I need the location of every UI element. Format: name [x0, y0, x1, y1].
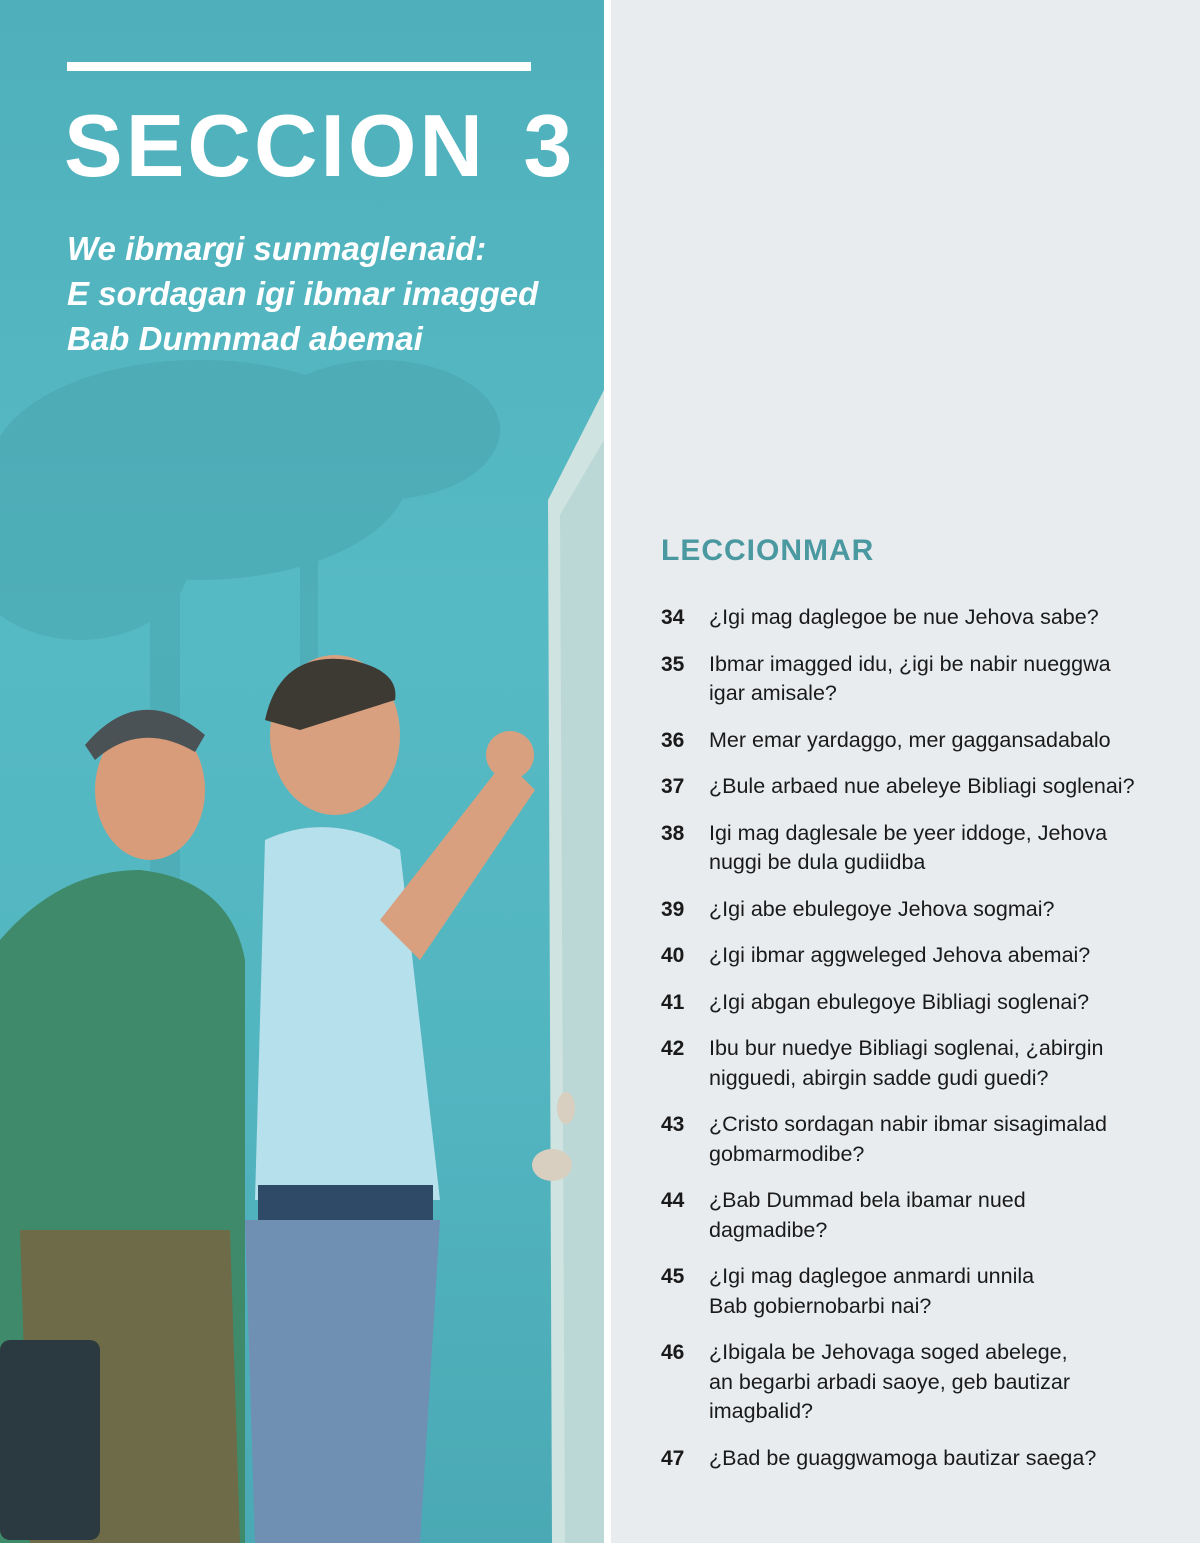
lesson-number: 44 [661, 1189, 685, 1212]
lesson-title [709, 1186, 1026, 1245]
lesson-title-line: nuggi be dula gudiidba [709, 850, 926, 874]
lesson-title [709, 650, 1111, 709]
door [532, 390, 604, 1543]
lesson-number: 42 [661, 1037, 685, 1060]
lesson-title-line: imagbalid? [709, 1399, 813, 1423]
lesson-item[interactable] [661, 1444, 1181, 1474]
lesson-title-line: Ibmar imagged idu, ¿igi be nabir nueggwa [709, 651, 1111, 676]
lesson-title-line: dagmadibe? [709, 1217, 828, 1242]
subtitle-line: E sordagan igi ibmar imagged [67, 275, 539, 312]
lesson-title [709, 895, 1054, 925]
lesson-number: 40 [661, 944, 685, 967]
lesson-item[interactable] [661, 726, 1181, 756]
lesson-number: 43 [661, 1113, 685, 1136]
lesson-title-line: ¿Cristo sordagan nabir ibmar sisagimalad [709, 1112, 1107, 1136]
lesson-title-line: igar amisale? [709, 681, 837, 705]
lesson-title [709, 1262, 1034, 1321]
lesson-number: 47 [661, 1446, 685, 1470]
lesson-item[interactable] [661, 895, 1181, 925]
lessons-heading: LECCIONMAR [661, 534, 875, 567]
lesson-title [709, 726, 1111, 756]
lesson-title-line: ¿Igi abe ebulegoye Jehova sogmai? [709, 896, 1055, 921]
lesson-title [709, 819, 1107, 878]
lesson-item[interactable] [661, 819, 1181, 878]
lesson-title [709, 988, 1089, 1018]
lesson-item[interactable] [661, 941, 1181, 971]
lesson-title [709, 941, 1090, 971]
lesson-title-line: ¿Bule arbaed nue abeleye Bibliagi soglenai? [709, 774, 1135, 798]
lesson-number: 36 [661, 728, 685, 752]
lesson-item[interactable] [661, 1262, 1181, 1321]
title-rule [67, 62, 531, 71]
lesson-title-line: ¿Igi abgan ebulegoye Bibliagi soglenai? [709, 989, 1090, 1014]
lesson-title [709, 1110, 1107, 1169]
lesson-item[interactable] [661, 1186, 1181, 1245]
lesson-title-line: Mer emar yardaggo, mer gaggansadabalo [709, 727, 1111, 752]
lesson-title-line: ¿Ibigala be Jehovaga soged abelege, [709, 1340, 1068, 1364]
lesson-title-line: ¿Igi mag daglegoe anmardi unnila [709, 1264, 1035, 1288]
lesson-number: 45 [661, 1265, 685, 1288]
lesson-title-line: ¿Bad be guaggwamoga bautizar saega? [709, 1445, 1097, 1470]
lesson-number: 37 [661, 775, 685, 798]
page-divider [604, 0, 611, 1543]
lesson-item[interactable] [661, 1110, 1181, 1169]
lesson-title [709, 1034, 1103, 1093]
lesson-title-line: an begarbi arbadi saoye, geb bautizar [709, 1369, 1070, 1394]
lesson-item[interactable] [661, 650, 1181, 709]
lesson-item[interactable] [661, 1338, 1181, 1427]
lesson-number: 46 [661, 1341, 685, 1364]
lesson-item[interactable] [661, 603, 1181, 633]
lesson-number: 38 [661, 821, 685, 845]
lesson-item[interactable] [661, 1034, 1181, 1093]
younger-man [245, 655, 535, 1543]
subtitle-line: We ibmargi sunmaglenaid: [67, 230, 487, 267]
lesson-title-line: Ibu bur nuedye Bibliagi soglenai, ¿abirgin [709, 1036, 1104, 1060]
older-man [0, 710, 245, 1543]
lesson-title-line: Igi mag daglesale be yeer iddoge, Jehova [709, 820, 1108, 845]
lesson-item[interactable] [661, 988, 1181, 1018]
lesson-number: 35 [661, 652, 685, 676]
lesson-number: 41 [661, 990, 685, 1014]
lesson-title-line: ¿Igi mag daglegoe be nue Jehova sabe? [709, 605, 1099, 629]
lesson-title [709, 1338, 1070, 1427]
lesson-title-line: nigguedi, abirgin sadde gudi guedi? [709, 1065, 1049, 1090]
lesson-item[interactable] [661, 772, 1181, 802]
lesson-title [709, 1444, 1096, 1474]
lesson-title-line: ¿Igi ibmar aggweleged Jehova abemai? [709, 943, 1091, 967]
lesson-number: 34 [661, 606, 685, 629]
lesson-title [709, 772, 1135, 802]
lesson-title-line: ¿Bab Dummad bela ibamar nued [709, 1188, 1026, 1212]
subtitle-line: Bab Dumnmad abemai [67, 320, 423, 357]
section-subtitle [67, 226, 538, 361]
lesson-number: 39 [661, 897, 685, 921]
section-title: SECCION 3 [64, 96, 576, 195]
lesson-title-line: gobmarmodibe? [709, 1141, 865, 1166]
lessons-list [661, 603, 1181, 1490]
lesson-title [709, 603, 1099, 633]
lesson-title-line: Bab gobiernobarbi nai? [709, 1293, 932, 1318]
